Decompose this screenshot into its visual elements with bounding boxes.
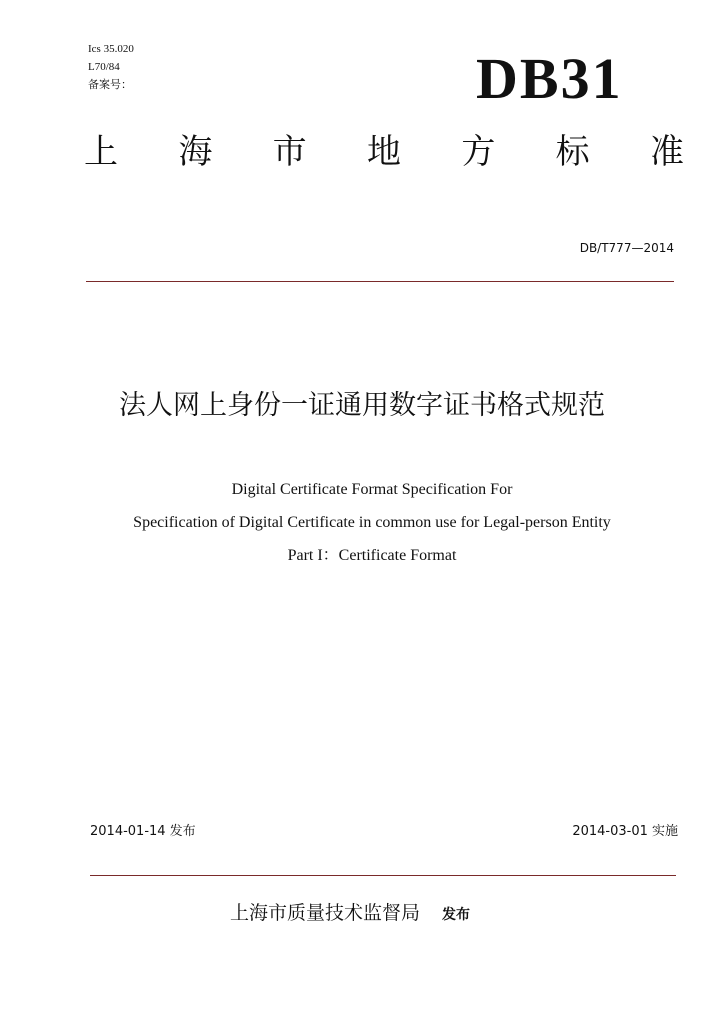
standard-type-char: 标 bbox=[555, 132, 590, 172]
publisher-line bbox=[230, 898, 470, 930]
standard-type-char: 市 bbox=[272, 132, 307, 172]
standard-number: DB/T777—2014 bbox=[579, 241, 674, 255]
publish-label: 发布 bbox=[442, 907, 471, 923]
ics-code: Ics 35.020 bbox=[88, 43, 134, 55]
issue-date: 2014-01-14 发布 bbox=[90, 824, 196, 839]
db31-logo: DB31 bbox=[476, 46, 623, 111]
implementation-date: 2014-03-01 实施 bbox=[572, 824, 678, 839]
document-title-english-line-3: Part I：Certificate Format bbox=[287, 547, 457, 564]
standard-type-char: 方 bbox=[461, 132, 496, 172]
record-number-label: 备案号： bbox=[88, 79, 132, 91]
ccs-code: L70/84 bbox=[88, 61, 120, 73]
document-title-chinese: 法人网上身份一证通用数字证书格式规范 bbox=[119, 390, 605, 421]
bottom-divider bbox=[90, 875, 676, 876]
publisher-name: 上海市质量技术监督局 bbox=[230, 902, 421, 924]
top-divider bbox=[86, 281, 674, 282]
standard-type-heading bbox=[84, 128, 684, 176]
document-title-english-line-1: Digital Certificate Format Specification For bbox=[231, 481, 513, 498]
standard-type-char: 海 bbox=[178, 132, 213, 172]
document-title-english-line-2: Specification of Digital Certificate in common use for Legal-person Entity bbox=[133, 514, 611, 531]
standard-type-char: 准 bbox=[649, 132, 684, 172]
standard-type-char: 上 bbox=[84, 132, 118, 172]
standard-type-char: 地 bbox=[366, 132, 401, 172]
classification-block bbox=[88, 40, 134, 94]
